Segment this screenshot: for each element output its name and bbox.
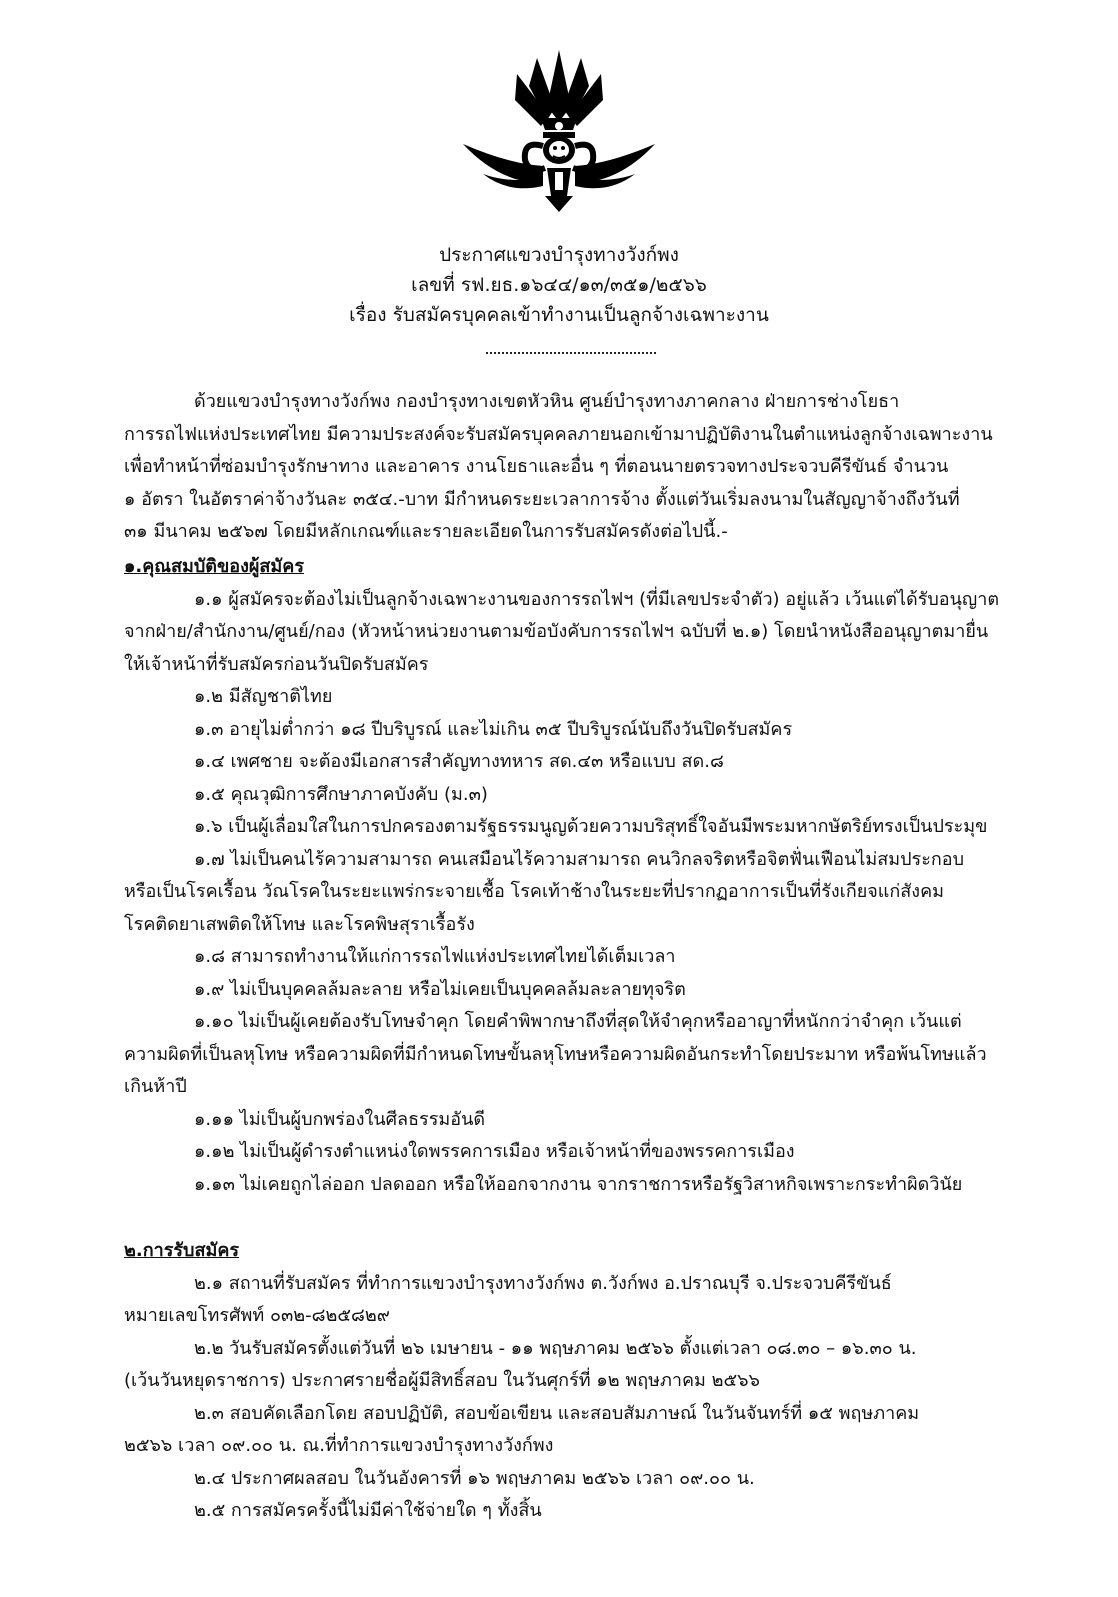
qualification-line: จากฝ่าย/สำนักงาน/ศูนย์/กอง (หัวหน้าหน่วยงานตามข้อบังคับการรถไฟฯ ฉบับที่ ๒.๑) โดยนำหนังสืออนุญาตมายื่น [124, 621, 989, 642]
application-line: หมายเลขโทรศัพท์ ๐๓๒-๘๒๕๘๒๙ [124, 1305, 390, 1326]
announcement-number: เลขที่ รฟ.ยธ.๑๖๔๔/๑๓/๓๕๑/๒๕๖๖ [411, 274, 707, 296]
application-line: ๒.๓ สอบคัดเลือกโดย สอบปฏิบัติ, สอบข้อเขียน และสอบสัมภาษณ์ ในวันจันทร์ที่ ๑๕ พฤษภาคม [194, 1402, 920, 1424]
qualification-line: ๑.๙ ไม่เป็นบุคคลล้มละลาย หรือไม่เคยเป็นบุคคลล้มละลายทุจริต [194, 978, 686, 1000]
qualification-line: ๑.๖ เป็นผู้เลื่อมใสในการปกครองตามรัฐธรรมนูญด้วยความบริสุทธิ์ใจอันมีพระมหากษัตริย์ทรงเป็นประมุข [194, 816, 988, 837]
qualification-line: ๑.๒ มีสัญชาติไทย [194, 686, 333, 707]
application-line: ๒.๒ วันรับสมัครตั้งแต่วันที่ ๒๖ เมษายน - ๑๑ พฤษภาคม ๒๕๖๖ ตั้งแต่เวลา ๐๘.๓๐ – ๑๖.๓๐ น. [194, 1337, 917, 1359]
intro-line: การรถไฟแห่งประเทศไทย มีความประสงค์จะรับสมัครบุคคลภายนอกเข้ามาปฏิบัติงานในตำแหน่งลูกจ้างเฉพาะงาน [124, 423, 993, 445]
intro-line: ด้วยแขวงบำรุงทางวังก์พง กองบำรุงทางเขตหัวหิน ศูนย์บำรุงทางภาคกลาง ฝ่ายการช่างโยธา [194, 391, 900, 412]
application-list [124, 1268, 1004, 1528]
qualification-line: ๑.๑๐ ไม่เป็นผู้เคยต้องรับโทษจำคุก โดยคำพิพากษาถึงที่สุดให้จำคุกหรืออาญาที่หนักกว่าจำคุก เว้นแต่ [194, 1011, 962, 1032]
qualification-line: ๑.๓ อายุไม่ต่ำกว่า ๑๘ ปีบริบูรณ์ และไม่เกิน ๓๕ ปีบริบูรณ์นับถึงวันปิดรับสมัคร [194, 718, 793, 740]
qualification-line: ๑.๕ คุณวุฒิการศึกษาภาคบังคับ (ม.๓) [194, 783, 488, 805]
qualification-line: ความผิดที่เป็นลหุโทษ หรือความผิดที่มีกำหนดโทษขั้นลหุโทษหรือความผิดอันกระทำโดยประมาท หรือพ้นโทษแล้ว [124, 1043, 987, 1065]
application-line: ๒.๑ สถานที่รับสมัคร ที่ทำการแขวงบำรุงทางวังก์พง ต.วังก์พง อ.ปราณบุรี จ.ประจวบคีรีขันธ์ [194, 1272, 892, 1294]
qualification-line: ๑.๑๓ ไม่เคยถูกไล่ออก ปลดออก หรือให้ออกจากงาน จากราชการหรือรัฐวิสาหกิจเพราะกระทำผิดวินัย [194, 1173, 963, 1195]
state-railway-emblem [459, 46, 659, 214]
section-title: ๑.คุณสมบัติของผู้สมัคร [124, 556, 304, 577]
application-line: ๒.๕ การสมัครครั้งนี้ไม่มีค่าใช้จ่ายใด ๆ ทั้งสิ้น [194, 1500, 542, 1521]
announcement-title: ประกาศแขวงบำรุงทางวังก์พง [439, 244, 679, 266]
section-qualifications [124, 551, 1004, 1201]
application-line: ๒๕๖๖ เวลา ๐๙.๐๐ น. ณ.ที่ทำการแขวงบำรุงทางวังก์พง [124, 1435, 554, 1456]
qualification-line: เกินห้าปี [124, 1076, 187, 1097]
qualification-line: ๑.๑ ผู้สมัครจะต้องไม่เป็นลูกจ้างเฉพาะงานของการรถไฟฯ (ที่มีเลขประจำตัว) อยู่แล้ว เว้นแต่ได้รับอนุญาต [194, 588, 1000, 610]
section-application [124, 1235, 1004, 1528]
qualification-line: ๑.๑๒ ไม่เป็นผู้ดำรงตำแหน่งใดพรรคการเมือง หรือเจ้าหน้าที่ของพรรคการเมือง [194, 1141, 795, 1162]
application-line: ๒.๔ ประกาศผลสอบ ในวันอังคารที่ ๑๖ พฤษภาคม ๒๕๖๖ เวลา ๐๙.๐๐ น. [194, 1467, 755, 1489]
intro-line: ๓๑ มีนาคม ๒๕๖๗ โดยมีหลักเกณฑ์และรายละเอียดในการรับสมัครดังต่อไปนี้.- [124, 521, 728, 542]
section-title: ๒.การรับสมัคร [124, 1240, 240, 1261]
qualification-line: ๑.๑๑ ไม่เป็นผู้บกพร่องในศีลธรรมอันดี [194, 1108, 486, 1130]
intro-paragraph [124, 386, 1004, 549]
announcement-heading [0, 240, 1118, 330]
intro-line: เพื่อทำหน้าที่ซ่อมบำรุงรักษาทาง และอาคาร งานโยธาและอื่น ๆ ที่ตอนนายตรวจทางประจวบคีรีขันธ์ จำนวน [124, 456, 949, 477]
qualification-line: หรือเป็นโรคเรื้อน วัณโรคในระยะแพร่กระจายเชื้อ โรคเท้าช้างในระยะที่ปรากฏอาการเป็นที่รังเกียจแก่สังคม [124, 881, 944, 902]
qualification-list [124, 584, 1004, 1202]
qualification-line: ให้เจ้าหน้าที่รับสมัครก่อนวันปิดรับสมัคร [124, 653, 429, 675]
separator-dots [486, 352, 656, 354]
qualification-line: ๑.๗ ไม่เป็นคนไร้ความสามารถ คนเสมือนไร้ความสามารถ คนวิกลจริตหรือจิตฟั่นเฟือนไม่สมประกอบ [194, 848, 965, 870]
qualification-line: ๑.๘ สามารถทำงานให้แก่การรถไฟแห่งประเทศไทยได้เต็มเวลา [194, 946, 676, 967]
intro-line: ๑ อัตรา ในอัตราค่าจ้างวันละ ๓๕๔.-บาท มีกำหนดระยะเวลาการจ้าง ตั้งแต่วันเริ่มลงนามในสัญญาจ้างถึงวันที่ [124, 488, 960, 510]
qualification-line: ๑.๔ เพศชาย จะต้องมีเอกสารสำคัญทางทหาร สด.๔๓ หรือแบบ สด.๘ [194, 751, 724, 772]
application-line: (เว้นวันหยุดราชการ) ประกาศรายชื่อผู้มีสิทธิ์สอบ ในวันศุกร์ที่ ๑๒ พฤษภาคม ๒๕๖๖ [124, 1370, 760, 1391]
announcement-subject: เรื่อง รับสมัครบุคคลเข้าทำงานเป็นลูกจ้างเฉพาะงาน [349, 304, 769, 326]
qualification-line: โรคติดยาเสพติดให้โทษ และโรคพิษสุราเรื้อรัง [124, 913, 475, 935]
